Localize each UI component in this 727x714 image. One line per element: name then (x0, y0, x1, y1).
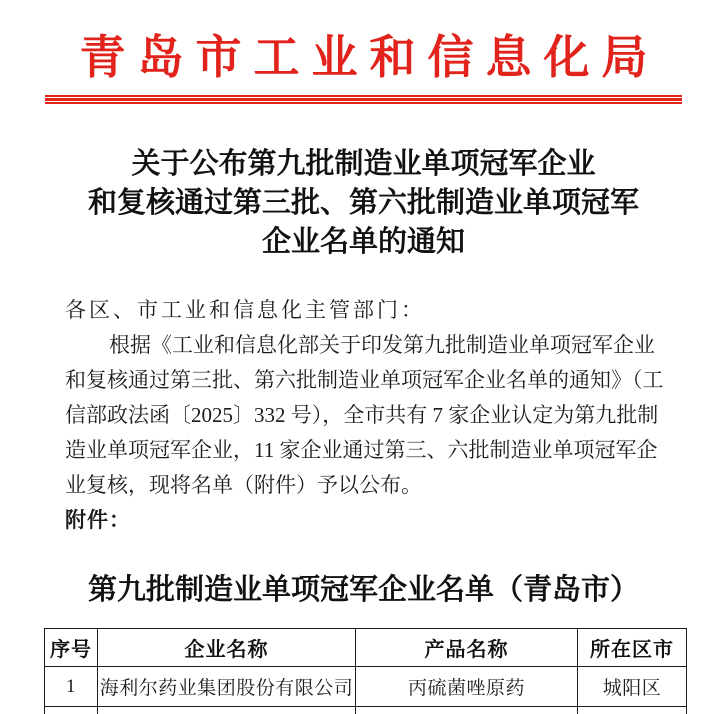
col-header-product: 产品名称 (356, 629, 578, 667)
paragraph-line: 和复核通过第三批、第六批制造业单项冠军企业名单的通知》（工 (65, 368, 664, 392)
paragraph-line: 根据《工业和信息化部关于印发第九批制造业单项冠军企业 (109, 333, 655, 357)
letterhead-title: 青岛市工业和信息化局 (79, 31, 660, 83)
document-title (0, 145, 727, 262)
col-header-index: 序号 (45, 629, 98, 667)
col-header-district: 所在区市 (578, 629, 687, 667)
paragraph-line: 信部政法函〔2025〕332 号），全市共有 7 家企业认定为第九批制 (65, 403, 659, 427)
attachment-label: 附件： (65, 509, 131, 532)
table-header-row (45, 629, 687, 667)
cell-product (356, 707, 578, 714)
document-body (65, 293, 687, 538)
red-divider-rule (45, 95, 682, 104)
table-row (45, 667, 687, 707)
document-title-line-3: 企业名单的通知 (261, 226, 465, 258)
document-title-line-2: 和复核通过第三批、第六批制造业单项冠军 (87, 187, 639, 219)
champion-enterprise-table (44, 628, 687, 714)
cell-product: 丙硫菌唑原药 (356, 667, 578, 707)
document-title-line-1: 关于公布第九批制造业单项冠军企业 (131, 148, 596, 180)
salutation-line: 各区、市工业和信息化主管部门： (65, 298, 425, 322)
attachment-table-title: 第九批制造业单项冠军企业名单（青岛市） (87, 574, 639, 606)
cell-district (578, 707, 687, 714)
paragraph-line: 造业单项冠军企业，11 家企业通过第三、六批制造业单项冠军企 (65, 438, 658, 462)
cell-company: 海利尔药业集团股份有限公司 (98, 667, 356, 707)
cell-index: 1 (45, 667, 98, 707)
cell-district: 城阳区 (578, 667, 687, 707)
table-row-partial (45, 707, 687, 714)
cell-index (45, 707, 98, 714)
cell-company (98, 707, 356, 714)
paragraph-line: 业复核，现将名单（附件）予以公布。 (65, 473, 422, 497)
col-header-company: 企业名称 (98, 629, 356, 667)
